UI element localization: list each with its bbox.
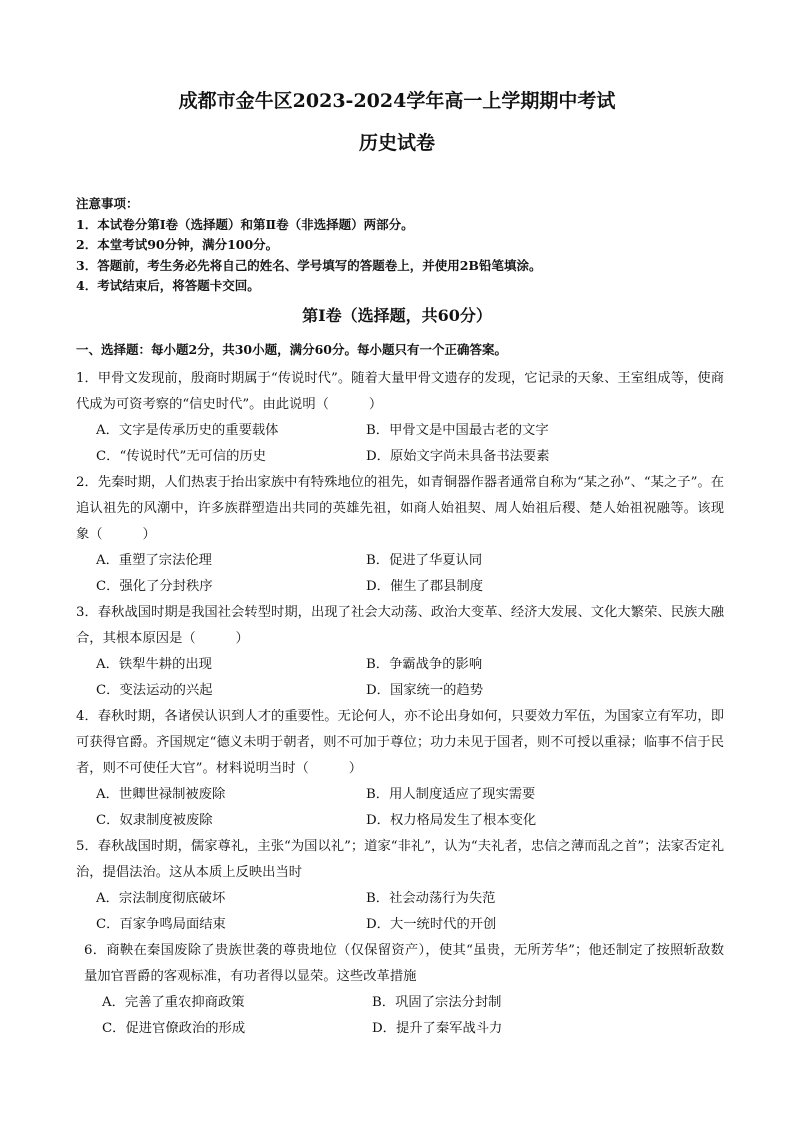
section-title: 第Ⅰ卷（选择题，共60分）: [302, 306, 492, 325]
option-a: A．铁犁牛耕的出现: [96, 657, 212, 672]
option-b: B．甲骨文是中国最古老的文字: [366, 423, 549, 438]
option-grid: [76, 548, 724, 600]
question-stem: 2．先秦时期，人们热衷于抬出家族中有特殊地位的祖先，如青铜器作器者通常自称为“某之孙”、“某之子”。在追认祖先的风潮中，许多族群塑造出共同的英雄先祖，如商人始祖契、周人始祖后稷、楚人始祖祝融等。该现象（ ）: [76, 475, 724, 542]
option-c: C．强化了分封秩序: [96, 579, 213, 594]
notes-heading: 注意事项：: [76, 196, 139, 211]
option-a: A．世卿世禄制被废除: [96, 787, 226, 802]
notes-item: 4．考试结束后，将答题卡交回。: [76, 278, 260, 293]
question-4: [76, 704, 724, 834]
notes-item: 3．答题前，考生务必先将自己的姓名、学号填写的答题卷上，并使用2B铅笔填涂。: [76, 257, 542, 273]
option-d: D．国家统一的趋势: [366, 683, 484, 698]
option-d: D．提升了秦军战斗力: [372, 1021, 503, 1036]
option-b: B．巩固了宗法分封制: [372, 995, 502, 1010]
option-b: B．社会动荡行为失范: [366, 891, 496, 906]
option-c: C．促进官僚政治的形成: [102, 1021, 246, 1036]
option-d: D．催生了郡县制度: [366, 579, 484, 594]
question-stem: 6．商鞅在秦国废除了贵族世袭的尊贵地位（仅保留资产），使其“虽贵，无所芳华”；他还制定了按照斩敌数量加官晋爵的客观标准，有功者得以显荣。这些改革措施: [84, 943, 724, 984]
option-d: D．权力格局发生了根本变化: [366, 813, 537, 828]
option-grid: [76, 782, 724, 834]
question-3: [76, 600, 724, 704]
option-grid: [76, 886, 724, 938]
option-a: A．重塑了宗法伦理: [96, 553, 212, 568]
question-stem: 4．春秋时期，各诸侯认识到人才的重要性。无论何人，亦不论出身如何，只要效力军伍，为国家立有军功，即可获得官爵。齐国规定“德义未明于朝者，则不可加于尊位；功力未见于国者，则不可授以重禄；临事不信于民者，则不可使任大官”。材料说明当时（ ）: [76, 709, 724, 776]
notes-item: 1．本试卷分第Ⅰ卷（选择题）和第Ⅱ卷（非选择题）两部分。: [76, 216, 414, 232]
option-a: A．宗法制度彻底破坏: [96, 891, 226, 906]
option-c: C．变法运动的兴起: [96, 683, 213, 698]
exam-title: 成都市金牛区2023-2024学年高一上学期期中考试: [178, 90, 616, 112]
question-2: [76, 470, 724, 600]
question-6: [76, 938, 724, 1042]
option-b: B．争霸战争的影响: [366, 657, 483, 672]
question-stem: 1．甲骨文发现前，殷商时期属于“传说时代”。随着大量甲骨文遗存的发现，它记录的天象、王室组成等，使商代成为可资考察的“信史时代”。由此说明（ ）: [76, 371, 724, 412]
question-1: [76, 366, 724, 470]
option-grid: [76, 418, 724, 470]
notes-item: 2．本堂考试90分钟，满分100分。: [76, 237, 279, 252]
option-c: C．百家争鸣局面结束: [96, 917, 226, 932]
notes-block: [76, 194, 541, 297]
exam-subtitle: 历史试卷: [358, 132, 435, 154]
option-c: C．奴隶制度被废除: [96, 813, 213, 828]
option-d: D．大一统时代的开创: [366, 917, 497, 932]
question-list: [76, 366, 724, 1042]
question-5: [76, 834, 724, 938]
option-a: A．完善了重农抑商政策: [102, 995, 245, 1010]
section-instruction: 一、选择题：每小题2分，共30小题，满分60分。每小题只有一个正确答案。: [76, 342, 507, 357]
option-grid: [76, 652, 724, 704]
option-grid: [76, 990, 724, 1042]
option-a: A．文字是传承历史的重要载体: [96, 423, 279, 438]
question-stem: 3．春秋战国时期是我国社会转型时期，出现了社会大动荡、政治大变革、经济大发展、文化大繁荣、民族大融合，其根本原因是（ ）: [76, 605, 724, 646]
option-b: B．促进了华夏认同: [366, 553, 483, 568]
option-b: B．用人制度适应了现实需要: [366, 787, 536, 802]
option-c: C．“传说时代”无可信的历史: [96, 449, 267, 464]
option-d: D．原始文字尚未具备书法要素: [366, 449, 550, 464]
question-stem: 5．春秋战国时期，儒家尊礼，主张“为国以礼”；道家“非礼”，认为“夫礼者，忠信之薄而乱之首”；法家否定礼治，提倡法治。这从本质上反映出当时: [76, 839, 724, 880]
